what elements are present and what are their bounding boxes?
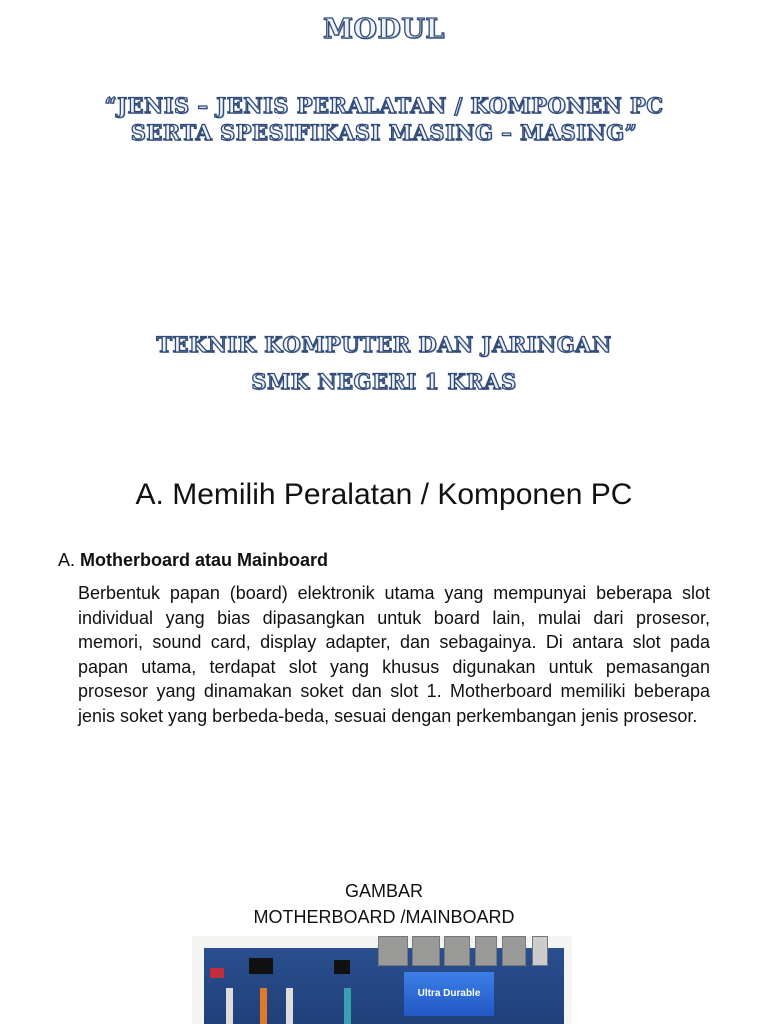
subsection-title: Motherboard atau Mainboard	[80, 550, 329, 570]
body-paragraph: Berbentuk papan (board) elektronik utama yang mempunyai beberapa slot individual yang bias dipasangkan untuk board lain, mulai dari prosesor, memori, sound card, display adapter, dan sebagainya. Di antara slot pada papan utama, terdapat slot yang khusus digunakan untuk pemasangan prosesor yang dinamakan soket dan slot 1. Motherboard memiliki beberapa jenis soket yang berbeda-beda, sesuai dengan perkembangan jenis prosesor.	[78, 583, 710, 726]
school-name: SMK NEGERI 1 KRAS	[251, 369, 517, 394]
module-subtitle-line-1: “JENIS – JENIS PERALATAN / KOMPONEN PC	[104, 93, 664, 118]
subsection-heading	[58, 550, 328, 571]
module-subtitle-line-2: SERTA SPESIFIKASI MASING – MASING”	[130, 120, 638, 145]
figure-caption-line-2: MOTHERBOARD /MAINBOARD	[253, 907, 515, 927]
subsection-marker: A.	[58, 550, 76, 570]
program-name: TEKNIK KOMPUTER DAN JARINGAN	[156, 332, 612, 357]
section-heading: A. Memilih Peralatan / Komponen PC	[135, 478, 633, 511]
motherboard-image	[192, 936, 572, 1024]
ultra-durable-label: Ultra Durable	[404, 972, 494, 1016]
module-title: MODUL	[323, 14, 445, 45]
figure-caption-line-1: GAMBAR	[344, 881, 423, 901]
